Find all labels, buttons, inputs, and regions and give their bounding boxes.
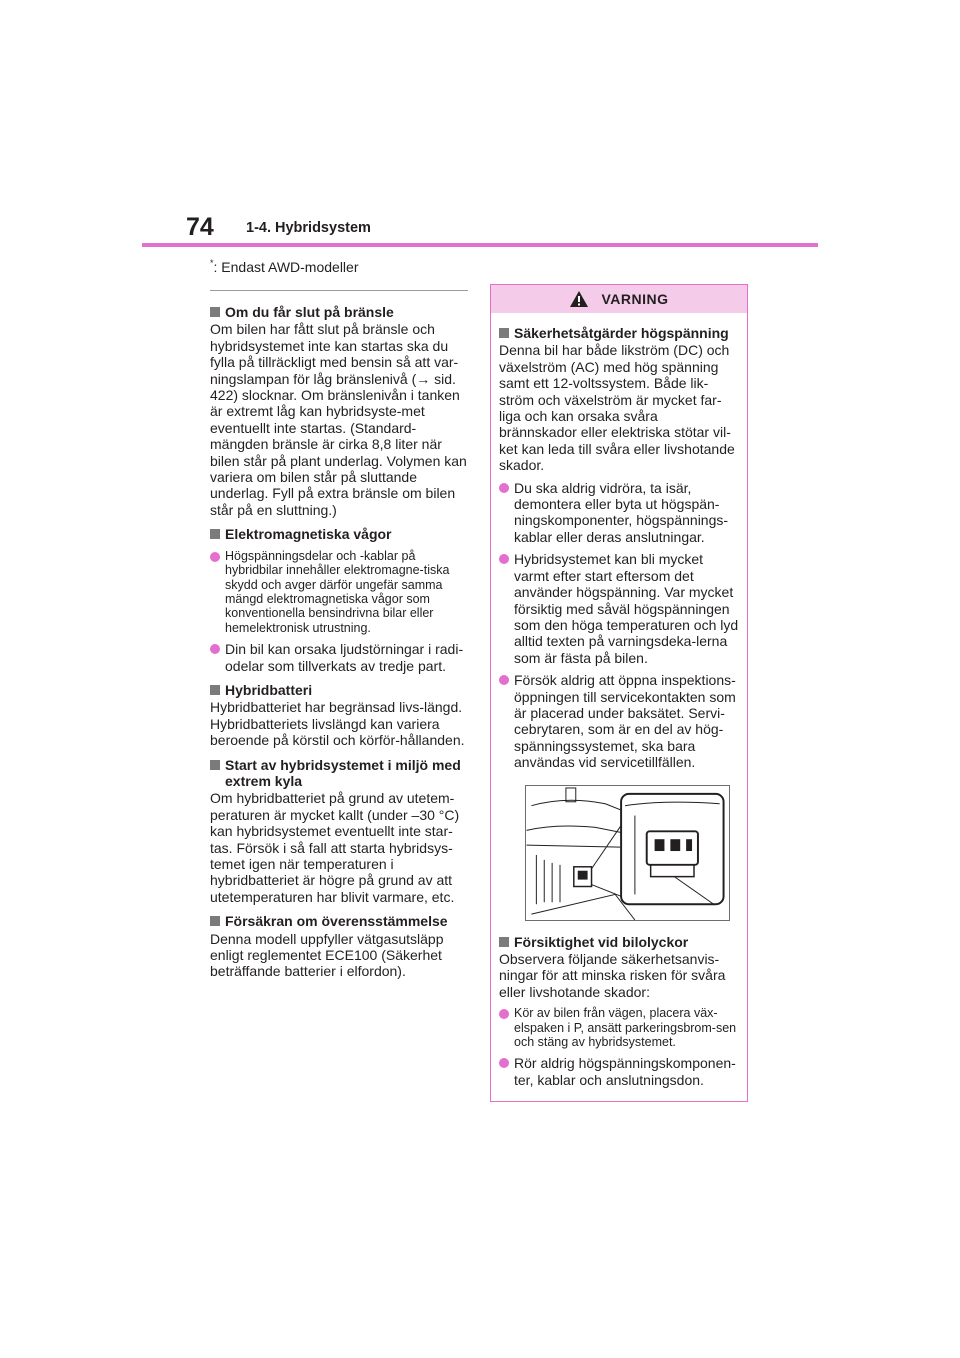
circle-bullet-icon bbox=[499, 1058, 509, 1068]
bullet-hv-1 bbox=[499, 480, 739, 546]
footnote bbox=[210, 253, 359, 277]
paragraph-fuel: Om bilen har fått slut på bränsle och hybridsystemet inte kan startas ska du fylla på tillräckligt med bensin så att var-ningslampan för låg bränslenivå (→ sid. 422) slocknar. Om bränslenivån i tanken är extremt låg kan hybridsyste-met eventuellt inte startas. (Standard-mängden bränsle är cirka 8,8 liter när bilen står på plant underlag. Volymen kan variera om bilen står på sluttande underlag. Fyll på extra bränsle om bilen står på en sluttning.) bbox=[210, 321, 467, 518]
header-rule bbox=[142, 243, 818, 247]
bullet-hv-3-text: Försök aldrig att öppna inspektions-öppningen till servicekontakten som är placerad under baksätet. Servi-cebrytaren, som är en del av hög-spänningssystemet, ska bara användas vid servicetillfällen. bbox=[514, 672, 736, 771]
heading-hv bbox=[499, 325, 739, 341]
footnote-text: : Endast AWD-modeller bbox=[213, 259, 359, 275]
square-bullet-icon bbox=[210, 529, 220, 539]
circle-bullet-icon bbox=[499, 483, 509, 493]
heading-fuel bbox=[210, 304, 468, 320]
section-title: 1-4. Hybridsystem bbox=[246, 220, 371, 236]
square-bullet-icon bbox=[499, 937, 509, 947]
bullet-hv-3 bbox=[499, 672, 739, 770]
heading-battery bbox=[210, 682, 468, 698]
warning-title: VARNING bbox=[601, 291, 669, 307]
heading-hv-text: Säkerhetsåtgärder högspänning bbox=[514, 325, 729, 341]
bullet-crash-2-text: Rör aldrig högspänningskomponen-ter, kablar och anslutningsdon. bbox=[514, 1055, 736, 1088]
square-bullet-icon bbox=[499, 328, 509, 338]
paragraph-crash: Observera följande säkerhetsanvis-ningar för att minska risken för svåra eller livshotande skador: bbox=[499, 950, 726, 1000]
heading-em-text: Elektromagnetiska vågor bbox=[225, 526, 392, 543]
bullet-em-1-text: Högspänningsdelar och -kablar på hybridbilar innehåller elektromagne-tiska skydd och avger därför ungefär samma mängd elektromagnetiska vågor som konventionella bensindrivna bilar eller hemelektronisk utrustning. bbox=[225, 548, 450, 635]
circle-bullet-icon bbox=[210, 552, 220, 562]
footnote-marker: * bbox=[210, 258, 214, 268]
heading-crash-text: Försiktighet vid bilolyckor bbox=[514, 933, 689, 950]
square-bullet-icon bbox=[210, 307, 220, 317]
paragraph-hv: Denna bil har både likström (DC) och växelström (AC) med hög spänning samt ett 12-voltssystem. Både lik-ström och växelström är mycket far-liga och kan orsaka svåra brännskador eller elektriska stötar vil-ket kan leda till svåra eller livshotande skador. bbox=[499, 342, 735, 474]
paragraph-cold: Om hybridbatteriet på grund av utetem-peraturen är mycket kallt (under –30 °C) kan hybridsystemet eventuellt inte star-tas. Försök i så fall att starta hybridsys-temet igen när temperaturen i hybridbatteriet är högre på grund av att utetemperaturen har blivit varmare, etc. bbox=[210, 790, 460, 905]
bullet-hv-2-text: Hybridsystemet kan bli mycket varmt efter start eftersom det använder högspänning. Var mycket försiktig med såväl högspänningen som den höga temperaturen och lyd alltid texten på varningsdeka-lerna som är fästa på bilen. bbox=[514, 551, 739, 666]
square-bullet-icon bbox=[210, 760, 220, 770]
paragraph-conformity: Denna modell uppfyller vätgasutsläpp enligt reglementet ECE100 (Säkerhet beträffande batterier i elfordon). bbox=[210, 930, 444, 980]
warning-header bbox=[491, 285, 747, 313]
circle-bullet-icon bbox=[210, 644, 220, 654]
warning-triangle-icon bbox=[569, 290, 589, 308]
page-number: 74 bbox=[186, 213, 214, 241]
left-column bbox=[210, 290, 468, 980]
heading-em bbox=[210, 526, 468, 542]
bullet-em-1 bbox=[210, 549, 468, 635]
circle-bullet-icon bbox=[499, 1009, 509, 1019]
circle-bullet-icon bbox=[499, 554, 509, 564]
circle-bullet-icon bbox=[499, 675, 509, 685]
bullet-crash-1-text: Kör av bilen från vägen, placera väx-elspaken i P, ansätt parkeringsbrom-sen och stäng av hybridsystemet. bbox=[514, 1006, 737, 1049]
heading-conformity-text: Försäkran om överensstämmelse bbox=[225, 913, 448, 930]
heading-crash bbox=[499, 934, 739, 950]
heading-battery-text: Hybridbatteri bbox=[225, 681, 313, 698]
paragraph-battery: Hybridbatteriet har begränsad livs-längd. Hybridbatteriets livslängd kan variera beroende på körstil och körför-hållanden. bbox=[210, 699, 465, 749]
warning-body bbox=[491, 313, 747, 1088]
bullet-hv-2 bbox=[499, 551, 739, 666]
bullet-em-2-text: Din bil kan orsaka ljudstörningar i radi-odelar som tillverkats av tredje part. bbox=[225, 641, 464, 674]
bullet-crash-1 bbox=[499, 1006, 739, 1049]
bullet-crash-2 bbox=[499, 1055, 739, 1088]
heading-fuel-text: Om du får slut på bränsle bbox=[225, 304, 394, 320]
warning-box bbox=[490, 284, 748, 1102]
heading-cold bbox=[210, 757, 468, 790]
square-bullet-icon bbox=[210, 685, 220, 695]
bullet-hv-1-text: Du ska aldrig vidröra, ta isär, demontera eller byta ut högspän-ningskomponenter, högspännings-kablar eller deras anslutningar. bbox=[514, 479, 729, 545]
bullet-em-2 bbox=[210, 641, 468, 674]
square-bullet-icon bbox=[210, 916, 220, 926]
service-plug-illustration bbox=[525, 785, 730, 921]
heading-conformity bbox=[210, 913, 468, 929]
heading-cold-text: Start av hybridsystemet i miljö med extrem kyla bbox=[225, 756, 461, 789]
